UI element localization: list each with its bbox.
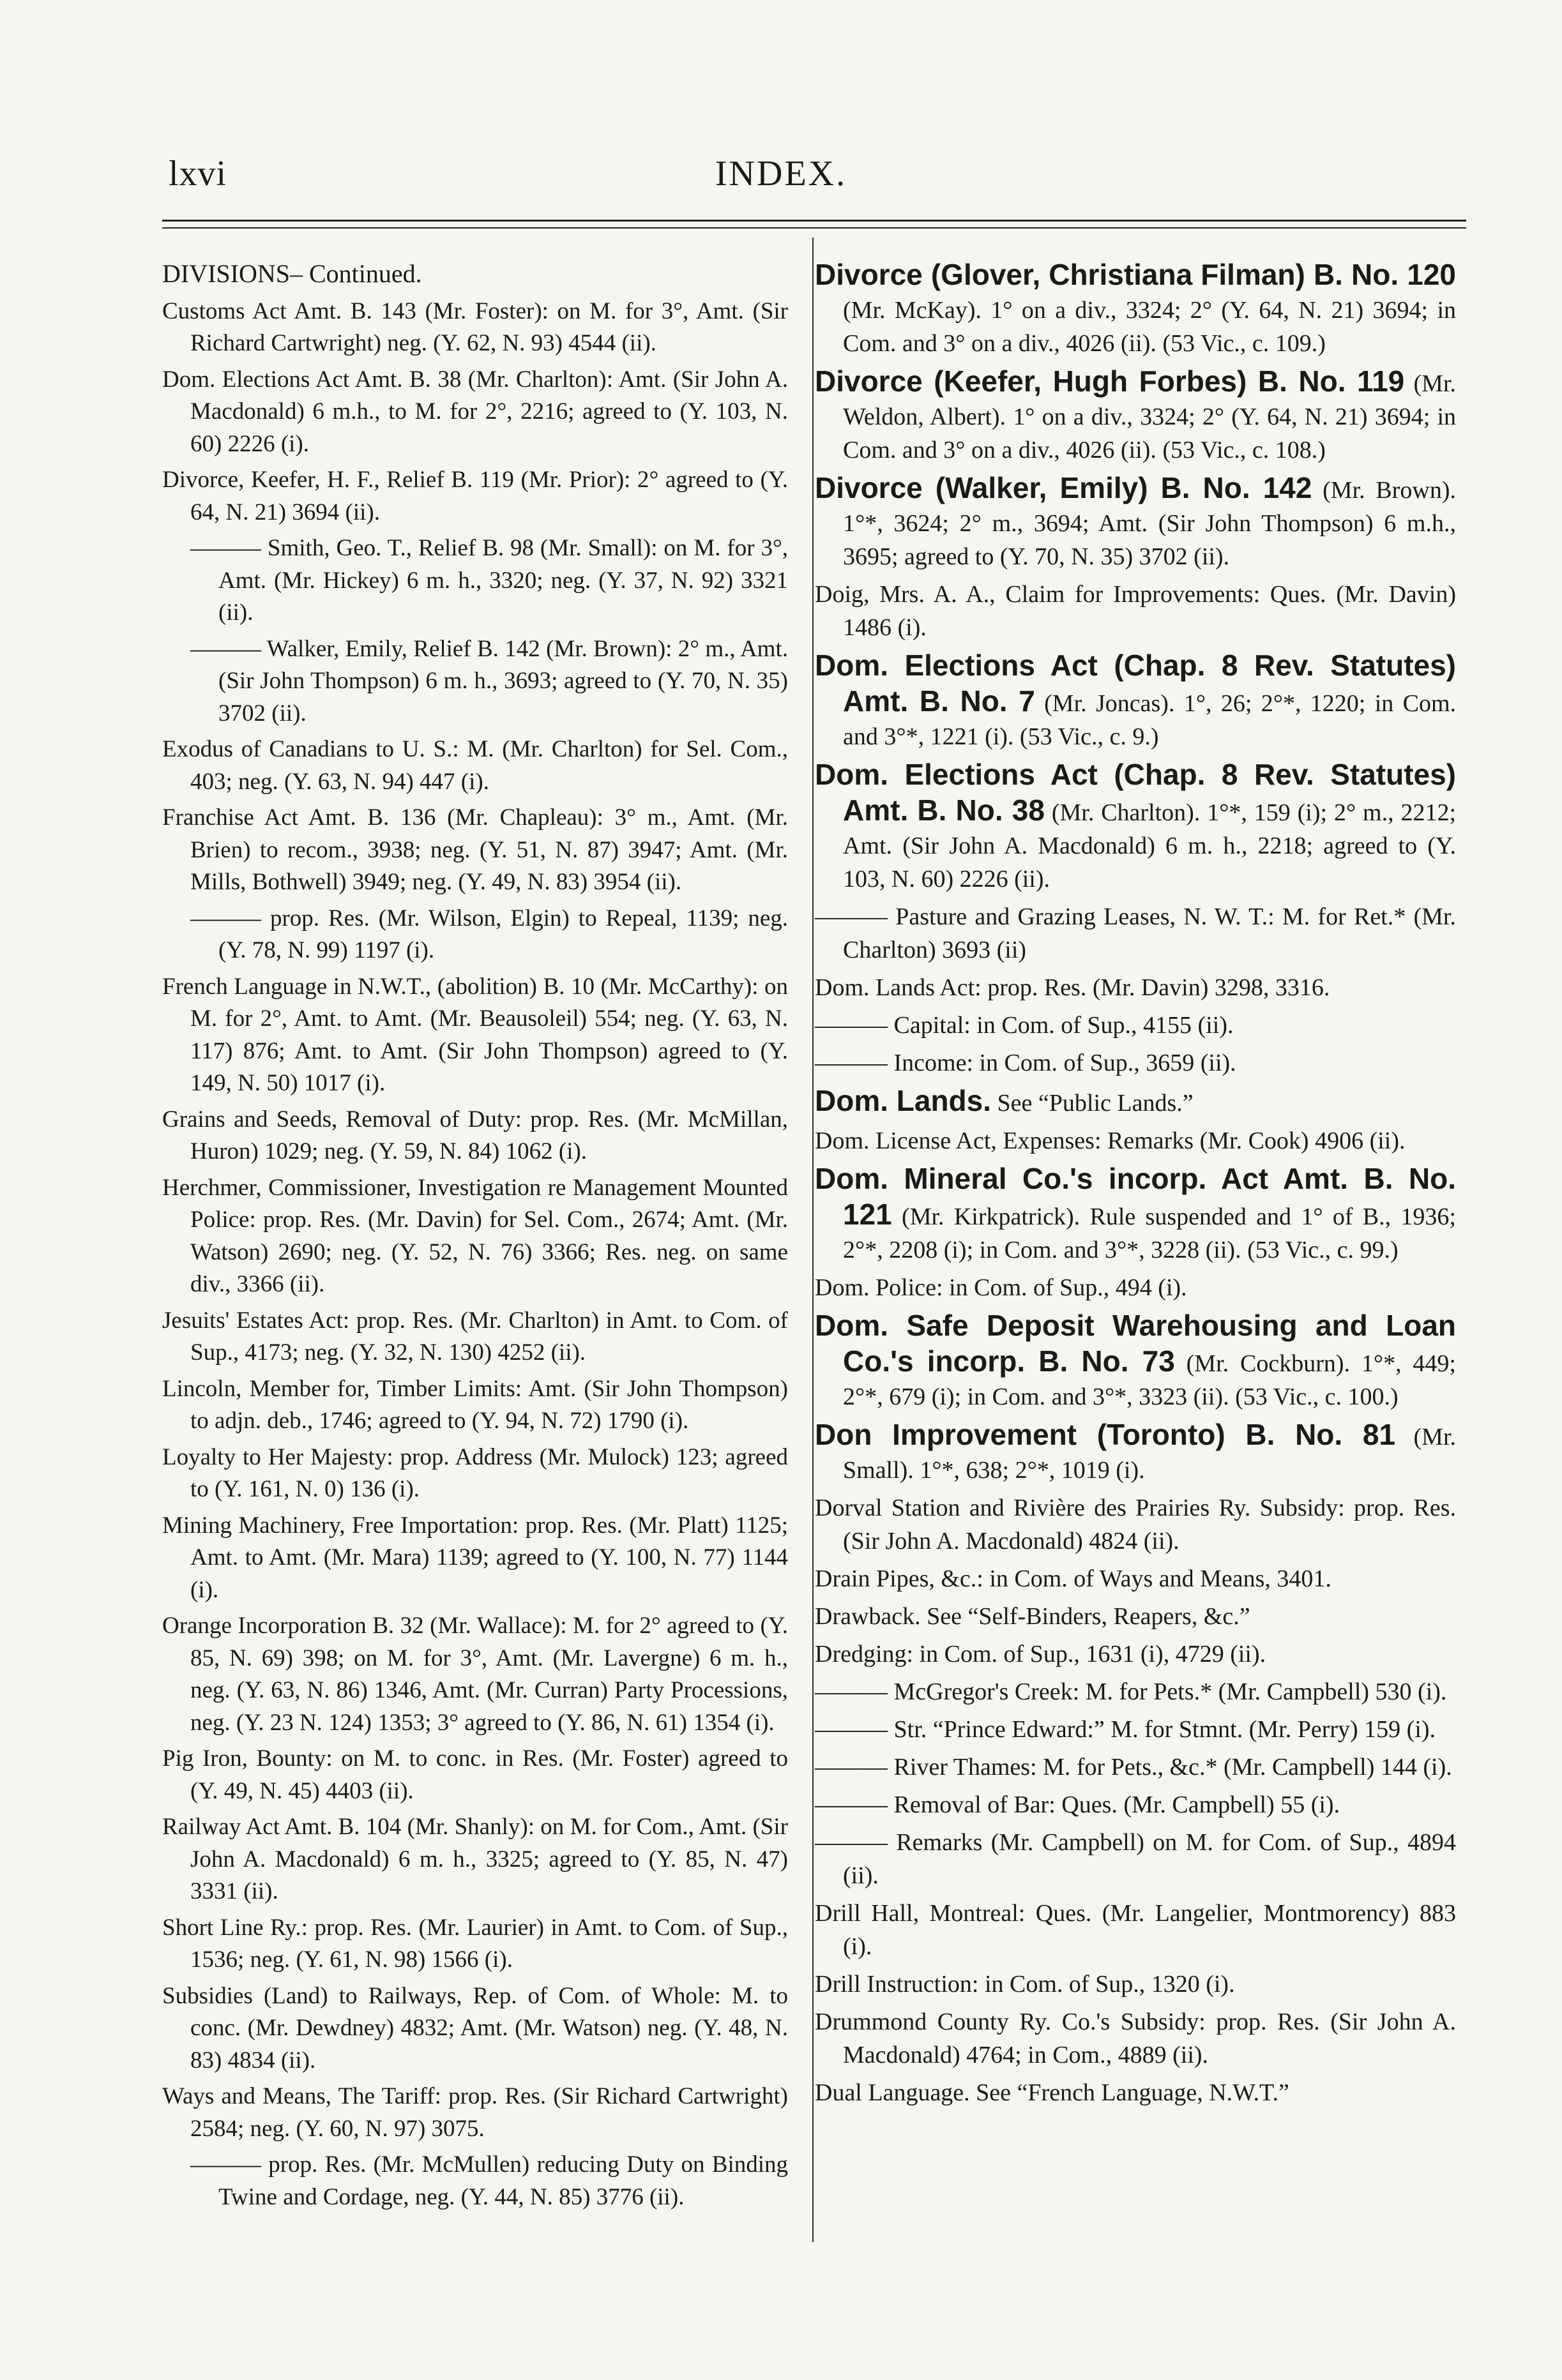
index-entry: Drummond County Ry. Co.'s Subsidy: prop. Res. (Sir John A. Macdonald) 4764; in Com., 4889 (ii). — [815, 2008, 1456, 2068]
index-entry: Jesuits' Estates Act: prop. Res. (Mr. Charlton) in Amt. to Com. of Sup., 4173; neg. (Y. 32, N. 130) 4252 (ii). — [162, 1307, 788, 1366]
column-divider — [812, 237, 814, 2242]
index-entry: Lincoln, Member for, Timber Limits: Amt. (Sir John Thompson) to adjn. deb., 1746; agreed to (Y. 94, N. 72) 1790 (i). — [162, 1375, 788, 1434]
entry-heading: Dom. Lands. — [815, 1084, 992, 1117]
index-entry: Ways and Means, The Tariff: prop. Res. (Sir Richard Cartwright) 2584; neg. (Y. 60, N. 97) 3075. — [162, 2083, 788, 2142]
page-title: INDEX. — [715, 154, 847, 193]
entry-text: (Mr. Small). 1°*, 638; 2°*, 1019 (i). — [843, 1424, 1456, 1484]
index-entry: Dual Language. See “French Language, N.W.T.” — [815, 2079, 1289, 2106]
entry-text: (Mr. McKay). 1° on a div., 3324; 2° (Y. 64, N. 21) 3694; in Com. and 3° on a div., 4026 (ii). (53 Vic., c. 109.) — [843, 297, 1456, 357]
entry-heading: Dom. Elections Act (Chap. 8 Rev. Statutes) Amt. B. No. 7 — [815, 649, 1456, 718]
index-entry: ——— prop. Res. (Mr. McMullen) reducing Duty on Binding Twine and Cordage, neg. (Y. 44, N. 85) 3776 (ii). — [190, 2151, 788, 2210]
index-entry: Dom. Police: in Com. of Sup., 494 (i). — [815, 1274, 1187, 1301]
index-entry: Herchmer, Commissioner, Investigation re Management Mounted Police: prop. Res. (Mr. Davin) for Sel. Com., 2674; Amt. (Mr. Watson) 2690; neg. (Y. 52, N. 76) 3366; Res. neg. on same div., 3366 (ii). — [162, 1174, 788, 1297]
entry-heading: Dom. Elections Act (Chap. 8 Rev. Statutes) Amt. B. No. 38 — [815, 758, 1456, 827]
index-entry: Railway Act Amt. B. 104 (Mr. Shanly): on M. for Com., Amt. (Sir John A. Macdonald) 6 m. h., 3325; agreed to (Y. 85, N. 47) 3331 (ii). — [162, 1814, 788, 1904]
index-entry: Drain Pipes, &c.: in Com. of Ways and Means, 3401. — [815, 1565, 1331, 1592]
index-entry: Dom. License Act, Expenses: Remarks (Mr. Cook) 4906 (ii). — [815, 1127, 1406, 1154]
index-entry: Divorce, Keefer, H. F., Relief B. 119 (Mr. Prior): 2° agreed to (Y. 64, N. 21) 3694 (ii). — [162, 467, 788, 525]
entry-text: (Mr. Charlton). 1°*, 159 (i); 2° m., 2212; Amt. (Sir John A. Macdonald) 6 m. h., 2218; agreed to (Y. 103, N. 60) 2226 (ii). — [843, 799, 1456, 892]
index-entry — [815, 1418, 1456, 1487]
index-entry: ——— Smith, Geo. T., Relief B. 98 (Mr. Small): on M. for 3°, Amt. (Mr. Hickey) 6 m. h., 3320; neg. (Y. 37, N. 92) 3321 (ii). — [190, 535, 788, 626]
index-entry — [815, 1084, 1456, 1120]
entry-text: (Mr. Weldon, Albert). 1° on a div., 3324; 2° (Y. 64, N. 21) 3694; in Com. and 3° on a div., 4026 (ii). (53 Vic., c. 108.) — [843, 370, 1457, 463]
index-entry — [815, 1162, 1456, 1267]
index-entry: ——— Income: in Com. of Sup., 3659 (ii). — [815, 1050, 1236, 1076]
index-entry: Short Line Ry.: prop. Res. (Mr. Laurier) in Amt. to Com. of Sup., 1536; neg. (Y. 61, N. 98) 1566 (i). — [162, 1914, 788, 1973]
index-entry: Pig Iron, Bounty: on M. to conc. in Res. (Mr. Foster) agreed to (Y. 49, N. 45) 4403 (ii). — [162, 1745, 788, 1804]
index-entry: Doig, Mrs. A. A., Claim for Improvements: Ques. (Mr. Davin) 1486 (i). — [815, 581, 1456, 641]
index-entry: DIVISIONS– Continued. — [162, 259, 422, 288]
entry-text: See “Public Lands.” — [991, 1090, 1194, 1117]
index-entry — [815, 365, 1456, 467]
index-entry: Loyalty to Her Majesty: prop. Address (Mr. Mulock) 123; agreed to (Y. 161, N. 0) 136 (i). — [162, 1443, 788, 1502]
index-entry: ——— Removal of Bar: Ques. (Mr. Campbell) 55 (i). — [815, 1791, 1340, 1818]
index-entry: ——— Pasture and Grazing Leases, N. W. T.: M. for Ret.* (Mr. Charlton) 3693 (ii) — [815, 903, 1456, 963]
index-entry: ——— Str. “Prince Edward:” M. for Stmnt. (Mr. Perry) 159 (i). — [815, 1716, 1436, 1743]
index-entry: ——— Remarks (Mr. Campbell) on M. for Com. of Sup., 4894 (ii). — [815, 1829, 1456, 1889]
entry-heading: Divorce (Keefer, Hugh Forbes) B. No. 119 — [815, 365, 1405, 398]
entry-text: (Mr. Brown). 1°*, 3624; 2° m., 3694; Amt. (Sir John Thompson) 6 m.h., 3695; agreed to (Y. 70, N. 35) 3702 (ii). — [843, 477, 1456, 570]
entry-text: (Mr. Cockburn). 1°*, 449; 2°*, 679 (i); in Com. and 3°*, 3323 (ii). (53 Vic., c. 100.) — [843, 1350, 1456, 1410]
header-rule-thin — [162, 227, 1466, 229]
index-entry: Grains and Seeds, Removal of Duty: prop. Res. (Mr. McMillan, Huron) 1029; neg. (Y. 59, N. 84) 1062 (i). — [162, 1106, 788, 1164]
index-entry: ——— Capital: in Com. of Sup., 4155 (ii). — [815, 1012, 1234, 1039]
index-entry — [815, 649, 1456, 753]
left-column — [162, 258, 788, 2217]
index-entry — [815, 758, 1456, 896]
entry-heading: Dom. Mineral Co.'s incorp. Act Amt. B. No. 121 — [815, 1162, 1456, 1231]
index-entry: ——— Walker, Emily, Relief B. 142 (Mr. Brown): 2° m., Amt. (Sir John Thompson) 6 m. h., 3693; agreed to (Y. 70, N. 35) 3702 (ii). — [190, 635, 788, 727]
index-entry: Drill Hall, Montreal: Ques. (Mr. Langelier, Montmorency) 883 (i). — [815, 1900, 1456, 1960]
index-entry — [815, 471, 1456, 573]
header-rule — [162, 220, 1466, 222]
index-entry: Exodus of Canadians to U. S.: M. (Mr. Charlton) for Sel. Com., 403; neg. (Y. 63, N. 94) 447 (i). — [162, 736, 788, 795]
index-entry: Dom. Lands Act: prop. Res. (Mr. Davin) 3298, 3316. — [815, 974, 1330, 1001]
index-entry: Mining Machinery, Free Importation: prop. Res. (Mr. Platt) 1125; Amt. to Amt. (Mr. Mara) 1139; agreed to (Y. 100, N. 77) 1144 (i). — [162, 1512, 788, 1603]
entry-heading: Don Improvement (Toronto) B. No. 81 — [815, 1418, 1396, 1451]
index-entry: ——— River Thames: M. for Pets., &c.* (Mr. Campbell) 144 (i). — [815, 1754, 1452, 1781]
index-entry: Orange Incorporation B. 32 (Mr. Wallace): M. for 2° agreed to (Y. 85, N. 69) 398; on M. for 3°, Amt. (Mr. Lavergne) 6 m. h., neg. (Y. 63, N. 86) 1346, Amt. (Mr. Curran) Party Processions, neg. (Y. 23 N. 124) 1353; 3° agreed to (Y. 86, N. 61) 1354 (i). — [162, 1613, 788, 1736]
index-entry: ——— McGregor's Creek: M. for Pets.* (Mr. Campbell) 530 (i). — [815, 1678, 1447, 1705]
index-entry: Customs Act Amt. B. 143 (Mr. Foster): on M. for 3°, Amt. (Sir Richard Cartwright) neg. (Y. 62, N. 93) 4544 (ii). — [162, 298, 788, 356]
index-entry: ——— prop. Res. (Mr. Wilson, Elgin) to Repeal, 1139; neg. (Y. 78, N. 99) 1197 (i). — [190, 905, 788, 963]
page-number: lxvi — [169, 154, 227, 193]
page-header — [0, 153, 1562, 204]
index-entry: Drawback. See “Self-Binders, Reapers, &c.” — [815, 1603, 1250, 1630]
entry-text: (Mr. Kirkpatrick). Rule suspended and 1° of B., 1936; 2°*, 2208 (i); in Com. and 3°*, 3228 (ii). (53 Vic., c. 99.) — [843, 1203, 1456, 1263]
entry-text: (Mr. Joncas). 1°, 26; 2°*, 1220; in Com. and 3°*, 1221 (i). (53 Vic., c. 9.) — [843, 690, 1457, 750]
index-entry: Drill Instruction: in Com. of Sup., 1320 (i). — [815, 1971, 1235, 1998]
index-entry: French Language in N.W.T., (abolition) B. 10 (Mr. McCarthy): on M. for 2°, Amt. to Amt. (Mr. Beausoleil) 554; neg. (Y. 63, N. 117) 876; Amt. to Amt. (Sir John Thompson) agreed to (Y. 149, N. 50) 1017 (i). — [162, 973, 788, 1096]
entry-heading: Divorce (Walker, Emily) B. No. 142 — [815, 471, 1312, 504]
index-entry — [815, 258, 1456, 360]
entry-heading: Dom. Safe Deposit Warehousing and Loan Co.'s incorp. B. No. 73 — [815, 1309, 1456, 1378]
index-entry: Dredging: in Com. of Sup., 1631 (i), 4729 (ii). — [815, 1641, 1266, 1668]
index-entry: Dom. Elections Act Amt. B. 38 (Mr. Charlton): Amt. (Sir John A. Macdonald) 6 m.h., to M. for 2°, 2216; agreed to (Y. 103, N. 60) 2226 (i). — [162, 366, 788, 457]
index-entry: Subsidies (Land) to Railways, Rep. of Com. of Whole: M. to conc. (Mr. Dewdney) 4832; Amt. (Mr. Watson) neg. (Y. 48, N. 83) 4834 (ii). — [162, 1982, 788, 2074]
index-entry: Dorval Station and Rivière des Prairies Ry. Subsidy: prop. Res. (Sir John A. Macdonald) 4824 (ii). — [815, 1495, 1456, 1555]
index-entry: Franchise Act Amt. B. 136 (Mr. Chapleau): 3° m., Amt. (Mr. Brien) to recom., 3938; neg. (Y. 51, N. 87) 3947; Amt. (Mr. Mills, Bothwell) 3949; neg. (Y. 49, N. 83) 3954 (ii). — [162, 804, 788, 895]
right-column — [815, 258, 1456, 2114]
entry-heading: Divorce (Glover, Christiana Filman) B. No. 120 — [815, 258, 1456, 291]
index-entry — [815, 1309, 1456, 1413]
